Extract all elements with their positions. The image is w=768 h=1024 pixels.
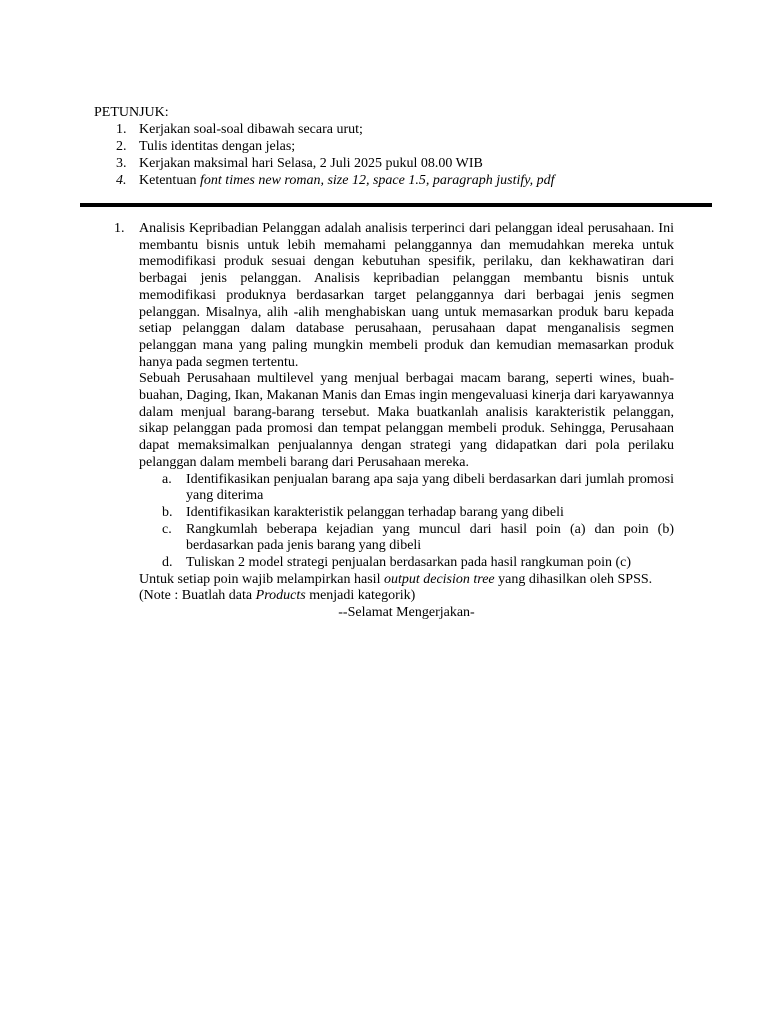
instruction-number: 3. bbox=[116, 156, 127, 171]
sub-question-item bbox=[139, 505, 674, 522]
instruction-text: Kerjakan soal-soal dibawah secara urut; bbox=[139, 122, 363, 137]
sub-question-text: Rangkumlah beberapa kejadian yang muncul dari hasil poin (a) dan poin (b) berdasarkan pada jenis barang yang dibeli bbox=[186, 521, 674, 554]
output-note-prefix: Untuk setiap poin wajib melampirkan hasil bbox=[139, 571, 384, 587]
data-note-suffix: menjadi kategorik) bbox=[305, 588, 416, 604]
instruction-item bbox=[94, 172, 694, 189]
question-number: 1. bbox=[114, 221, 125, 236]
sub-question-list bbox=[139, 472, 674, 572]
output-note-italic: output decision tree bbox=[383, 571, 495, 587]
instructions-title: PETUNJUK: bbox=[94, 105, 169, 120]
data-note-prefix: (Note : Buatlah data bbox=[139, 588, 256, 604]
sub-question-item bbox=[139, 555, 674, 572]
sub-question-item bbox=[139, 472, 674, 505]
instruction-text-italic: font times new roman, size 12, space 1.5, paragraph justify, pdf bbox=[200, 173, 555, 188]
instructions-list bbox=[94, 121, 694, 189]
instruction-number: 4. bbox=[116, 173, 127, 188]
closing-text: --Selamat Mengerjakan- bbox=[338, 605, 475, 621]
question-paragraph-2: Sebuah Perusahaan multilevel yang menjual berbagai macam barang, seperti wines, buah-buahan, Daging, Ikan, Makanan Manis dan Emas ingin mengevaluasi kinerja dari karyawannya dalam menjual barang-barang tersebut. Maka buatkanlah analisis karakteristik pelanggan, sikap pelanggan pada promosi dan tempat pelanggan membeli produk. Sehingga, Perusahaan dapat memaksimalkan penjualannya dengan strategi yang didapatkan dari pola perilaku pelanggan dalam membeli barang dari Perusahaan mereka. bbox=[139, 371, 674, 470]
instruction-text-prefix: Ketentuan bbox=[139, 173, 201, 188]
sub-question-letter: b. bbox=[162, 504, 173, 520]
question-paragraph-1: Analisis Kepribadian Pelanggan adalah analisis terperinci dari pelanggan ideal perusahaan. Ini membantu bisnis untuk lebih memahami pelanggannya dan memudahkan mereka untuk memodifikasi produk sesuai dengan kebutuhan spesifik, perilaku, dan kekhawatiran dari berbagai jenis pelanggan. Analisis kepribadian pelanggan membantu bisnis untuk memodifikasi produknya berdasarkan target pelanggannya dari berbagai jenis segmen pelanggan. Misalnya, alih -alih menghabiskan uang untuk memasarkan produk baru kepada setiap pelanggan dalam database perusahaan, perusahaan dapat menganalisis segmen pelanggan mana yang paling mungkin membeli produk dan kemudian memasarkan produk hanya pada segmen tertentu. bbox=[139, 221, 674, 370]
sub-question-text: Identifikasikan penjualan barang apa saja yang dibeli berdasarkan dari jumlah promosi yang diterima bbox=[186, 471, 674, 504]
instruction-number: 1. bbox=[116, 122, 127, 137]
sub-question-text: Identifikasikan karakteristik pelanggan terhadap barang yang dibeli bbox=[186, 504, 564, 520]
instruction-text: Tulis identitas dengan jelas; bbox=[139, 139, 296, 154]
sub-question-letter: a. bbox=[162, 471, 172, 487]
sub-question-item bbox=[139, 522, 674, 555]
section-divider bbox=[80, 203, 712, 207]
instruction-text: Kerjakan maksimal hari Selasa, 2 Juli 2025 pukul 08.00 WIB bbox=[139, 156, 483, 171]
instructions-section bbox=[94, 104, 694, 189]
output-note-suffix: yang dihasilkan oleh SPSS. bbox=[494, 571, 653, 587]
instruction-item bbox=[94, 121, 694, 138]
instruction-item bbox=[94, 138, 694, 155]
question-section bbox=[114, 221, 674, 622]
instruction-number: 2. bbox=[116, 139, 127, 154]
sub-question-text: Tuliskan 2 model strategi penjualan berdasarkan pada hasil rangkuman poin (c) bbox=[186, 555, 632, 571]
instruction-item bbox=[94, 155, 694, 172]
sub-question-letter: d. bbox=[162, 555, 173, 571]
data-note-italic: Products bbox=[255, 588, 306, 604]
data-note bbox=[139, 588, 674, 605]
sub-question-letter: c. bbox=[162, 521, 172, 537]
output-note bbox=[139, 572, 674, 589]
